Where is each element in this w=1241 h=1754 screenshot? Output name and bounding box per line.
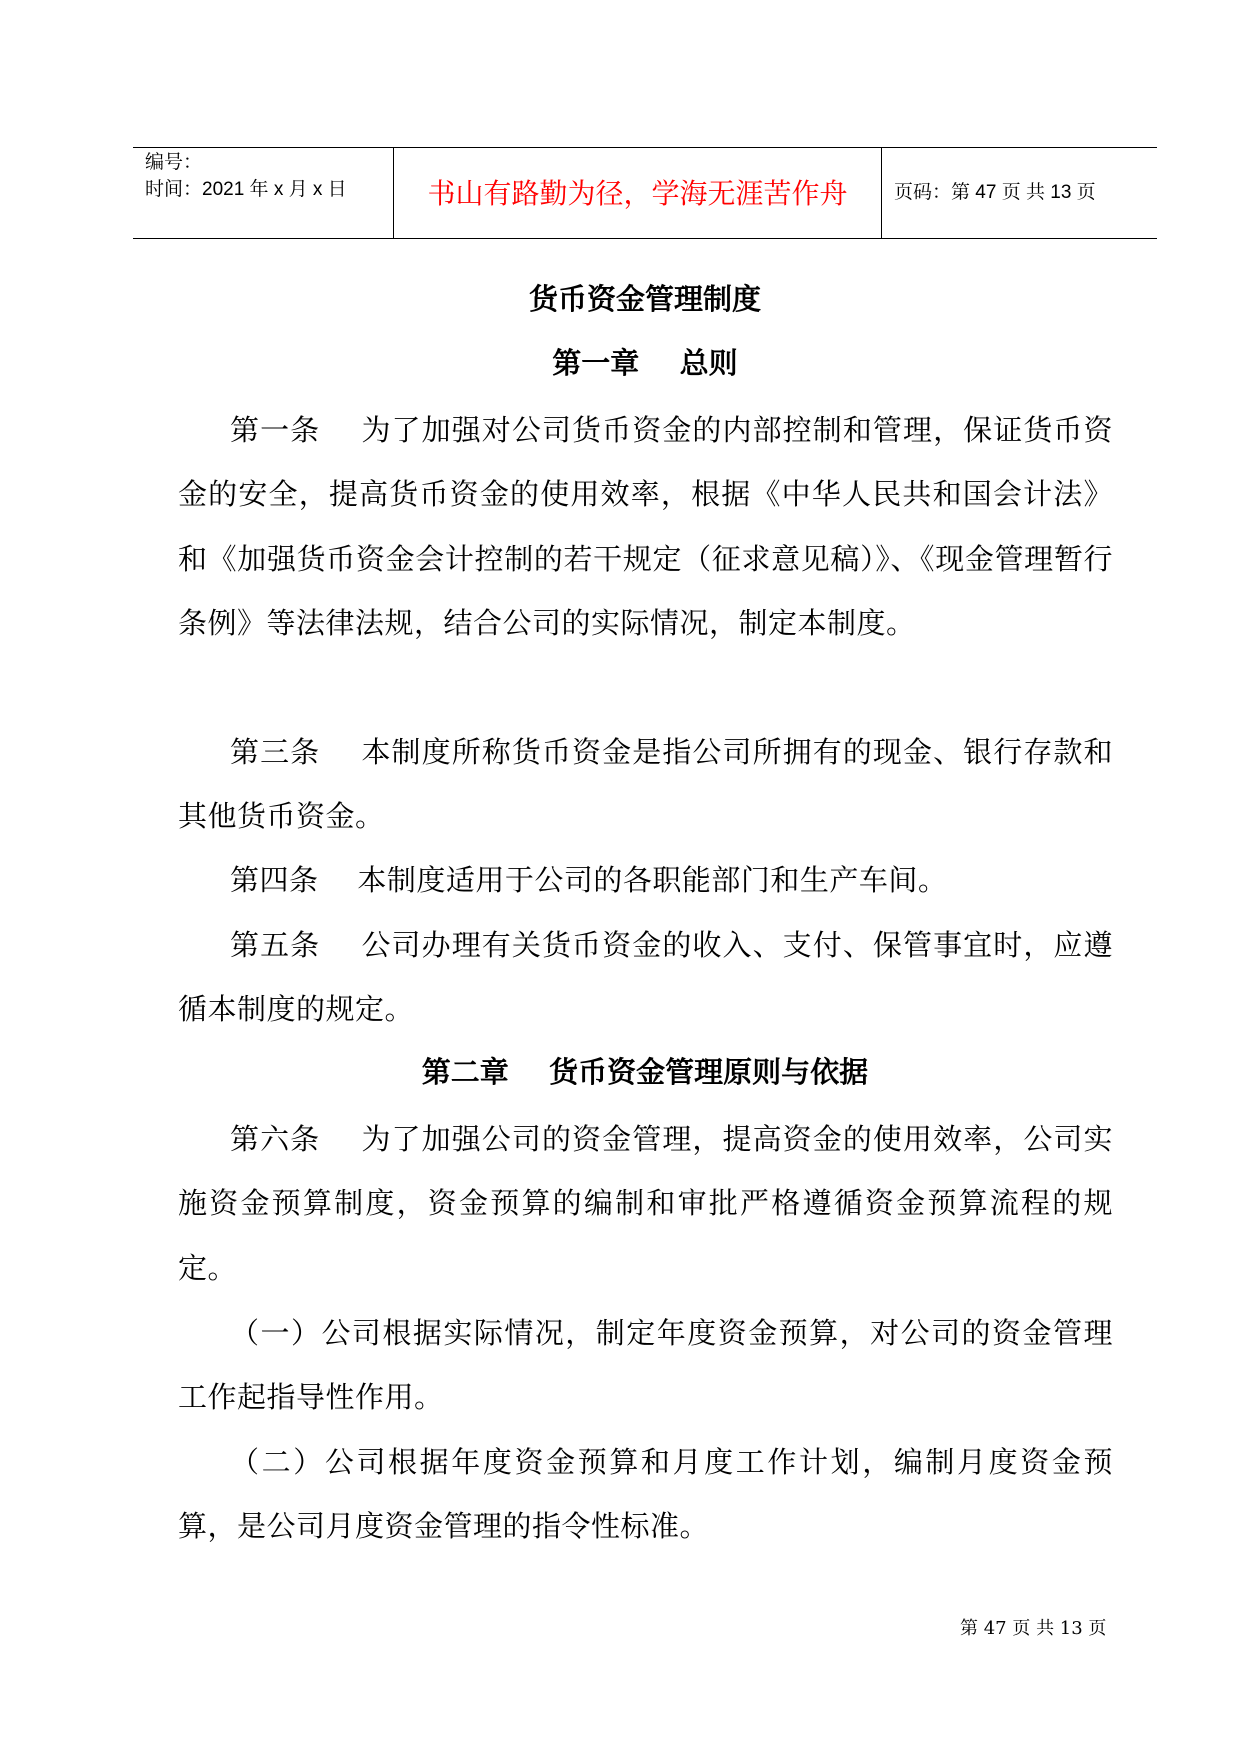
- document-header: [133, 147, 1157, 239]
- document-title: 货币资金管理制度: [528, 282, 761, 316]
- page-footer: 第 47 页 共 13 页: [960, 1618, 1107, 1639]
- header-motto: 书山有路勤为径，学海无涯苦作舟: [427, 177, 848, 210]
- article-1: 第一条 为了加强对公司货币资金的内部控制和管理，保证货币资金的安全，提高货币资金的使用效率，根据《中华人民共和国会计法》和《加强货币资金会计控制的若干规定（征求意见稿）》、《现金管理暂行条例》等法律法规，结合公司的实际情况，制定本制度。: [178, 413, 1113, 641]
- header-page-code: 页码：第 47 页 共 13 页: [894, 182, 1096, 203]
- chapter-2-heading: 第二章 货币资金管理原则与依据: [421, 1055, 869, 1089]
- article-6: 第六条 为了加强公司的资金管理，提高资金的使用效率，公司实施资金预算制度，资金预算的编制和审批严格遵循资金预算流程的规定。: [178, 1122, 1113, 1285]
- header-page-cell: [882, 148, 1157, 238]
- item-2: （二）公司根据年度资金预算和月度工作计划，编制月度资金预算，是公司月度资金管理的指令性标准。: [178, 1445, 1113, 1544]
- header-meta-cell: [133, 148, 394, 238]
- document-number-label: 编号：: [145, 152, 203, 173]
- chapter-1-heading: 第一章 总则: [552, 346, 738, 380]
- header-motto-cell: [394, 148, 882, 238]
- article-3: 第三条 本制度所称货币资金是指公司所拥有的现金、银行存款和其他货币资金。: [178, 735, 1113, 834]
- article-5: 第五条 公司办理有关货币资金的收入、支付、保管事宜时，应遵循本制度的规定。: [178, 928, 1113, 1027]
- document-date-label: 时间：2021 年 x 月 x 日: [145, 179, 347, 200]
- article-4: 第四条 本制度适用于公司的各职能部门和生产车间。: [230, 863, 948, 897]
- item-1: （一）公司根据实际情况，制定年度资金预算，对公司的资金管理工作起指导性作用。: [178, 1316, 1113, 1415]
